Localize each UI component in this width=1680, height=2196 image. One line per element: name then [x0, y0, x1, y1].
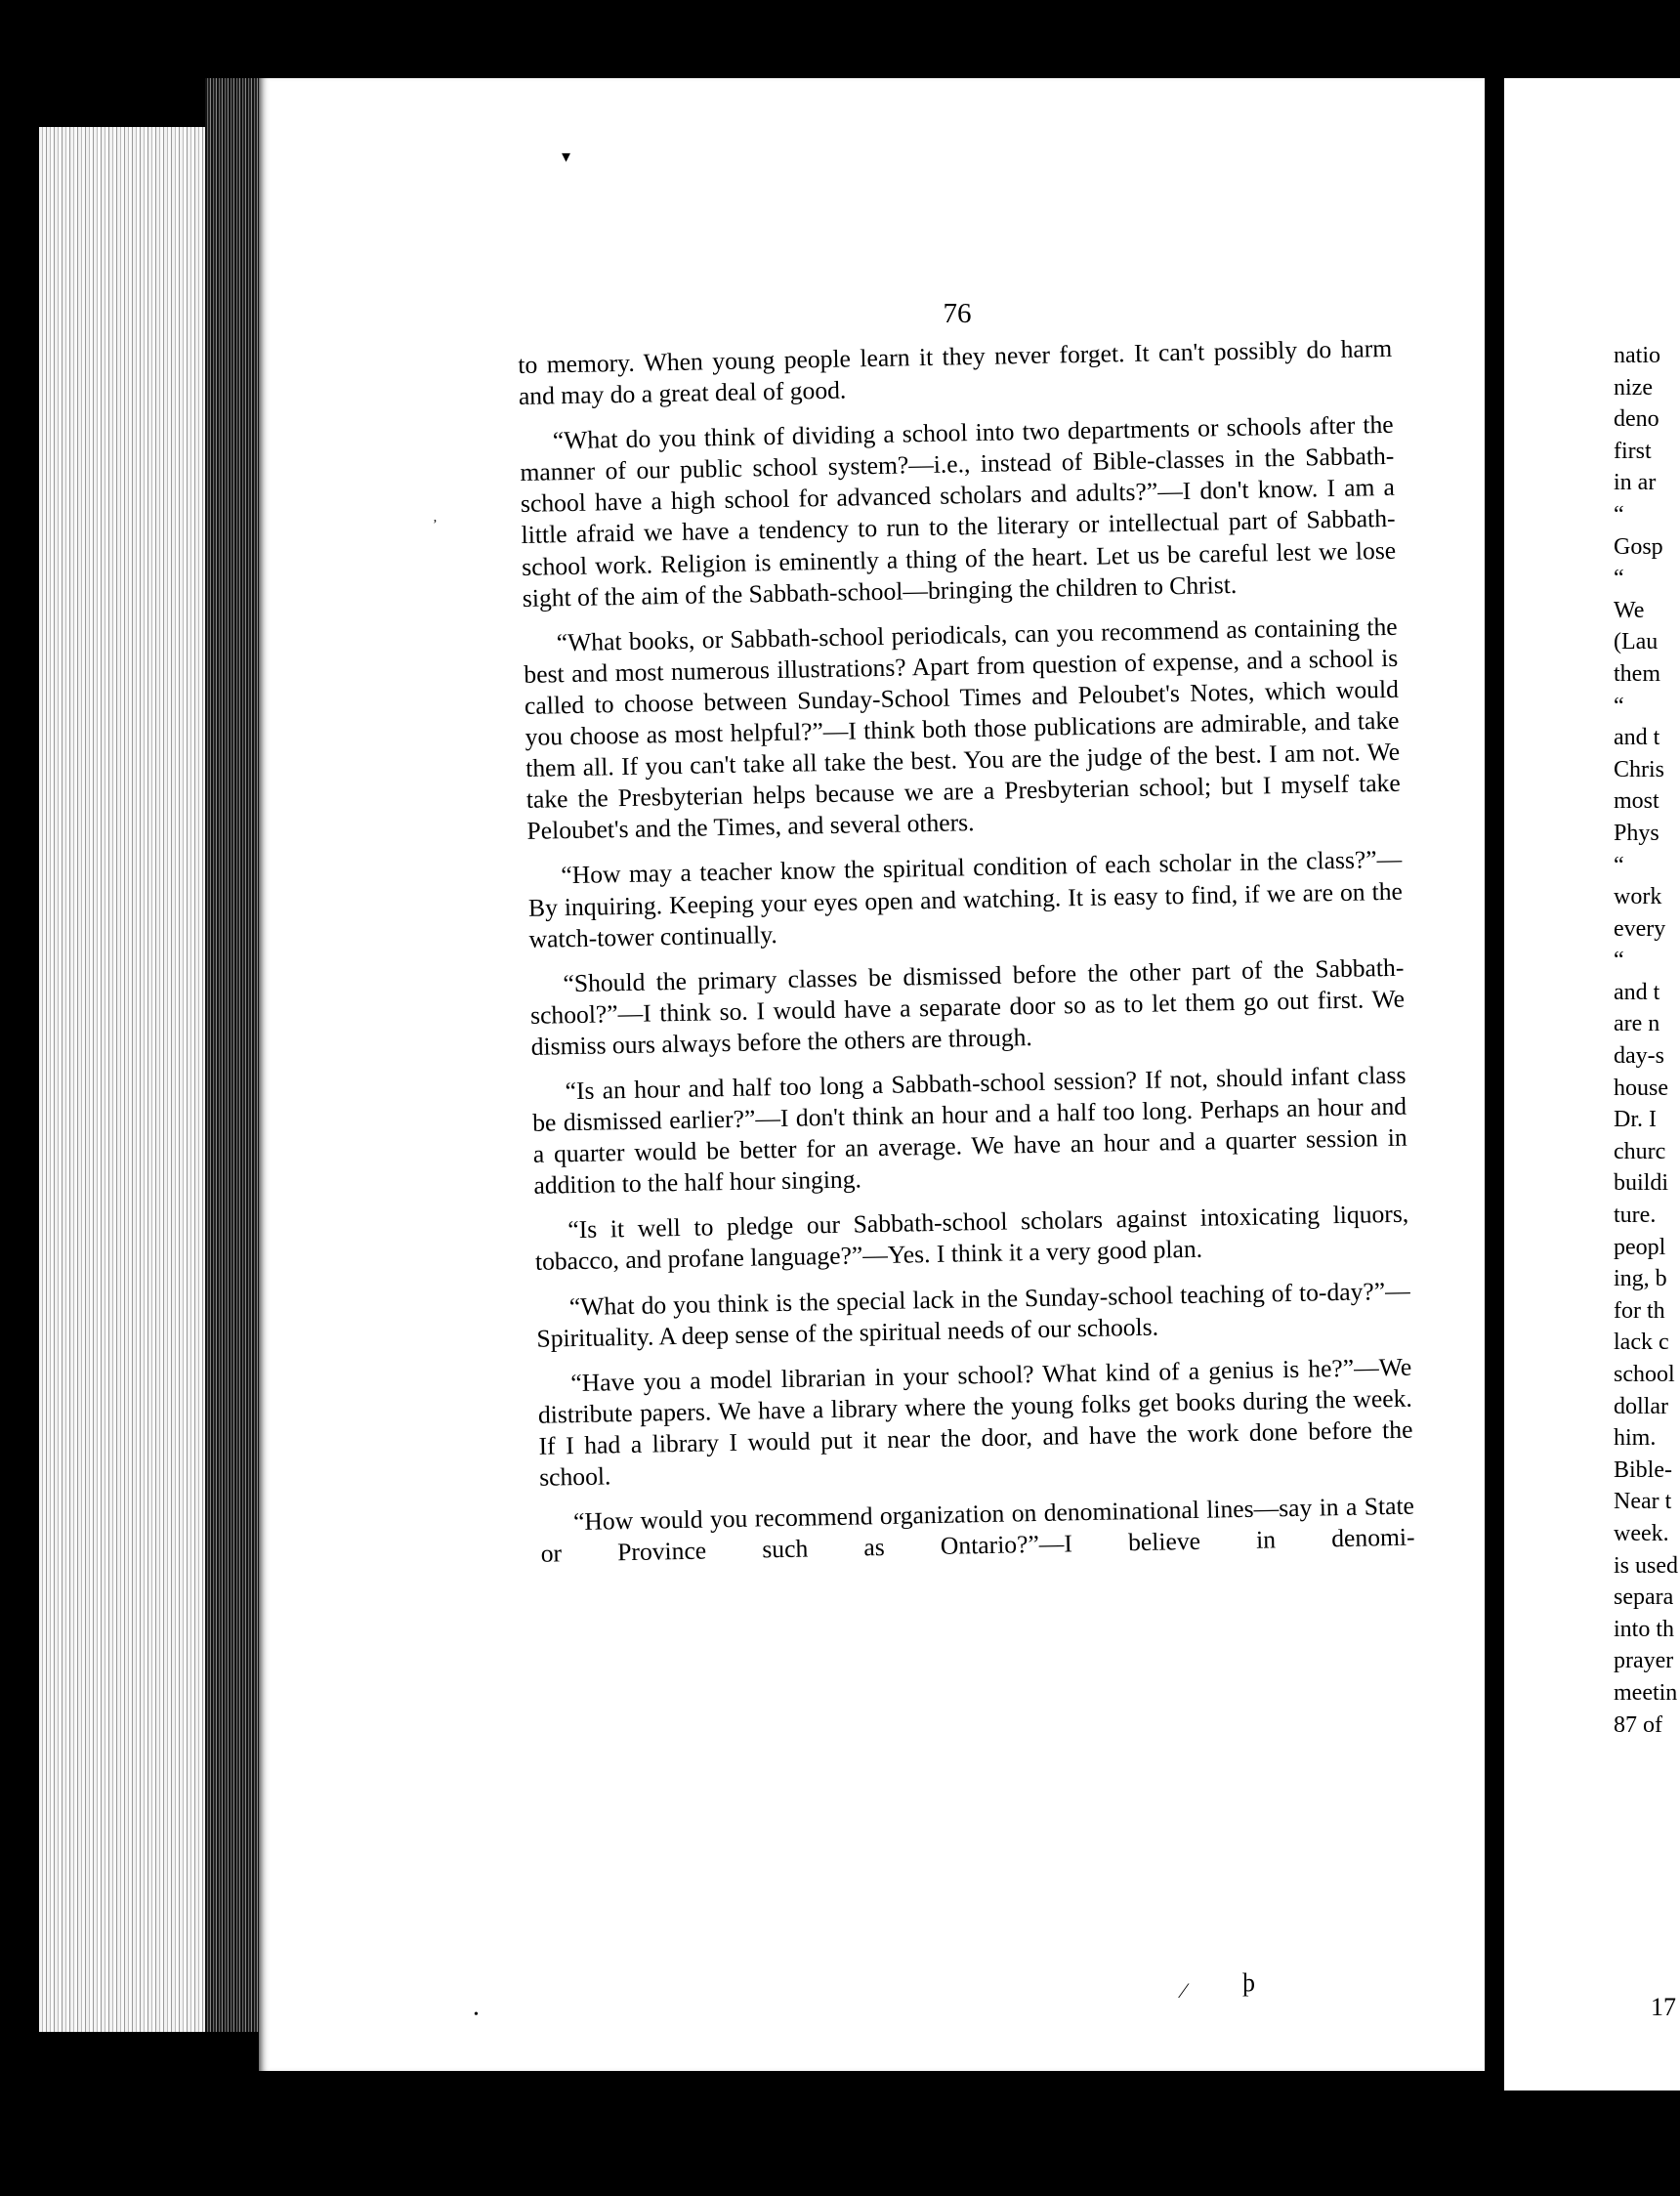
- paragraph: “Is it well to pledge our Sabbath-school scholars against intoxicating liquors, tobacco, and profane language?”—Yes. I think it a very good plan.: [534, 1199, 1409, 1277]
- facing-page-line: them: [1614, 660, 1660, 687]
- facing-page-line: separa: [1614, 1584, 1674, 1611]
- paragraph: “How may a teacher know the spiritual condition of each scholar in the class?”—By inquiring. Keeping your eyes open and watching. It is easy to find, if we are on the watch-tower continually.: [527, 845, 1404, 953]
- facing-page-line: 87 of: [1614, 1711, 1662, 1738]
- paragraph: “Should the primary classes be dismissed before the other part of the Sabbath-school?”—I think so. I would have a separate door so as to let them go out first. We dismiss ours always before the others are through.: [529, 952, 1406, 1061]
- facing-page-line: Chris: [1614, 756, 1665, 782]
- facing-page-line: “: [1614, 693, 1624, 719]
- facing-page-line: and t: [1614, 725, 1660, 751]
- facing-page-line: “: [1614, 566, 1624, 592]
- facing-page-line: “: [1614, 852, 1624, 878]
- facing-page-line: into th: [1614, 1616, 1675, 1642]
- facing-page-line: deno: [1614, 406, 1659, 433]
- book-gutter: [1485, 39, 1504, 2130]
- facing-page-line: are n: [1614, 1011, 1660, 1037]
- facing-page-line: prayer: [1614, 1648, 1674, 1674]
- page-text: [518, 333, 1415, 1584]
- facing-page-line: “: [1614, 948, 1624, 974]
- paragraph: “How would you recommend organization on denominational lines—say in a State or Province such as Ontario?”—I believe in denomi-: [540, 1491, 1415, 1568]
- facing-page-line: dollar: [1614, 1393, 1668, 1419]
- page-number: 76: [943, 298, 972, 329]
- facing-page-line: “: [1614, 501, 1624, 528]
- facing-page-line: day-s: [1614, 1043, 1664, 1070]
- facing-page-line: for th: [1614, 1297, 1665, 1324]
- speck-mark: •: [474, 2007, 479, 2022]
- facing-page-line: ture.: [1614, 1203, 1657, 1229]
- facing-page-line: in ar: [1614, 470, 1657, 496]
- speck-mark: ⁄: [1182, 1978, 1186, 2003]
- facing-page-line: week.: [1614, 1520, 1669, 1546]
- facing-page-line: We: [1614, 597, 1645, 623]
- speck-mark: ▾: [562, 147, 571, 166]
- facing-page-line: (Lau: [1614, 629, 1659, 655]
- facing-page-text-fragments: [1614, 340, 1680, 1741]
- page-edges-dark: [205, 78, 264, 2032]
- facing-page-line: Bible-: [1614, 1457, 1672, 1483]
- facing-page-line: first: [1614, 438, 1652, 464]
- paragraph: “Have you a model librarian in your school? What kind of a genius is he?”—We distribute papers. We have a library where the young folks get books during the week. If I had a library I would put it near the door, and have the work done before the school.: [537, 1352, 1413, 1492]
- paragraph: “What do you think of dividing a school into two departments or schools after the manner of our public school system?—i.e., instead of Bible-classes in the Sabbath-school have a high school for advanced scholars and adults?”—I don't know. I am a little afraid we have a tendency to run to the literary or intellectual part of Sabbath-school work. Religion is eminently a thing of the heart. Let us be careful lest we lose sight of the aim of the Sabbath-school—bringing the children to Christ.: [520, 409, 1397, 612]
- facing-page-number: 17: [1651, 1993, 1676, 2021]
- facing-page-line: most: [1614, 788, 1659, 815]
- facing-page-line: lack c: [1614, 1330, 1669, 1356]
- facing-page-line: nize: [1614, 374, 1653, 401]
- facing-page-line: and t: [1614, 979, 1660, 1005]
- facing-page-line: buildi: [1614, 1170, 1669, 1197]
- facing-page-line: every: [1614, 915, 1666, 942]
- speck-mark: ϸ: [1242, 1968, 1255, 1997]
- facing-page-line: peopl: [1614, 1234, 1666, 1260]
- facing-page-line: school: [1614, 1362, 1675, 1387]
- paragraph: “What do you think is the special lack in the Sunday-school teaching of to-day?”—Spirituality. A deep sense of the spiritual needs of our schools.: [536, 1276, 1410, 1353]
- facing-page-line: natio: [1614, 343, 1660, 368]
- facing-page-line: ing, b: [1614, 1266, 1667, 1292]
- paragraph: “What books, or Sabbath-school periodicals, can you recommend as containing the best and most numerous illustrations? Apart from question of expense, and a school is called to choose between Sunday-School Times and Peloubet's Notes, which would you choose as most helpful?”—I think both those publications are admirable, and take them all. If you can't take all take the best. You are the judge of the best. I am not. We take the Presbyterian helps because we are a Presbyterian school; but I myself take Peloubet's and the Times, and several others.: [524, 612, 1401, 846]
- facing-page-line: meetin: [1614, 1679, 1678, 1706]
- facing-page-line: Phys: [1614, 820, 1659, 846]
- facing-page-line: is used: [1614, 1552, 1678, 1579]
- facing-page-line: Dr. I: [1614, 1107, 1657, 1133]
- paragraph: “Is an hour and half too long a Sabbath-school session? If not, should infant class be dismissed earlier?”—I don't think an hour and a half too long. Perhaps an hour and a quarter would be better for an average. We have an hour and a quarter session in addition to the half hour singing.: [531, 1060, 1407, 1201]
- facing-page-line: Near t: [1614, 1489, 1672, 1515]
- facing-page-line: him.: [1614, 1425, 1657, 1452]
- facing-page-line: churc: [1614, 1138, 1666, 1164]
- facing-page-line: work: [1614, 884, 1662, 910]
- speck-mark: ’: [433, 518, 438, 532]
- paragraph: to memory. When young people learn it they never forget. It can't possibly do harm and may do a great deal of good.: [518, 333, 1393, 411]
- facing-page-line: house: [1614, 1075, 1668, 1101]
- facing-page-line: Gosp: [1614, 533, 1663, 560]
